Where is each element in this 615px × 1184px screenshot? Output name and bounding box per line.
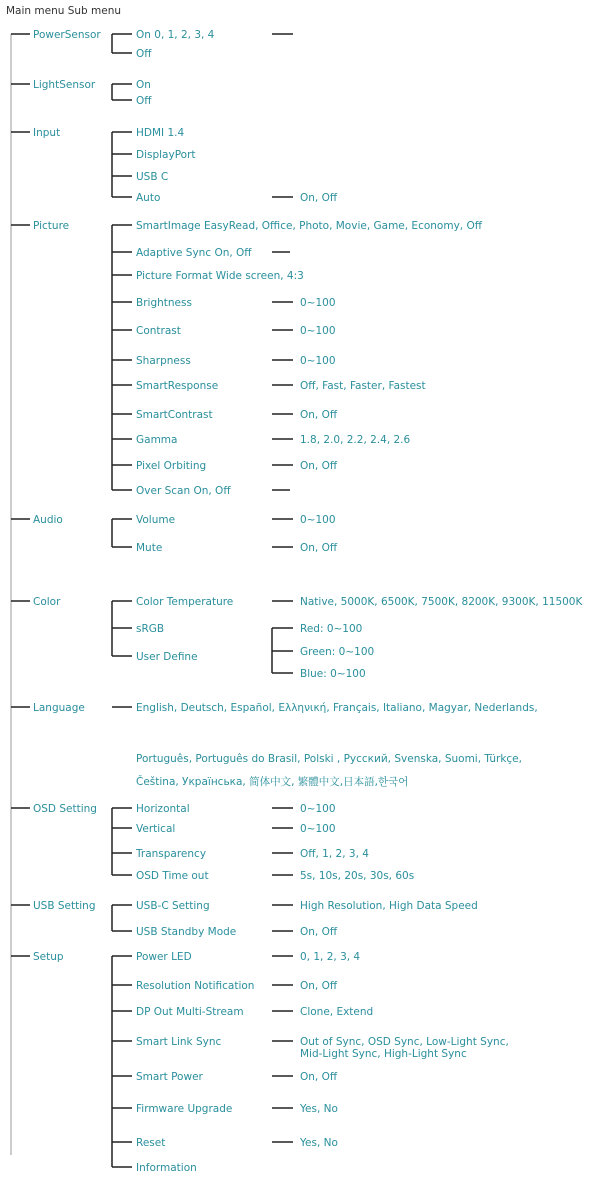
option-value: On, Off xyxy=(300,926,338,938)
sub-sub-item: Red: 0~100 xyxy=(300,623,363,635)
option-value: On, Off xyxy=(300,980,338,992)
option-value: Off, Fast, Faster, Fastest xyxy=(300,380,426,392)
sub-item: On 0, 1, 2, 3, 4 xyxy=(136,29,215,41)
sub-item: Contrast xyxy=(136,325,181,337)
sub-item: Pixel Orbiting xyxy=(136,460,207,472)
option-value: On, Off xyxy=(300,542,338,554)
sub-item: Power LED xyxy=(136,951,192,963)
option-value: Out of Sync, OSD Sync, Low-Light Sync, xyxy=(300,1036,509,1048)
sub-item: Smart Link Sync xyxy=(136,1036,222,1048)
main-menu-lightsensor: LightSensor xyxy=(33,79,96,91)
sub-item: Brightness xyxy=(136,297,192,309)
option-value: On, Off xyxy=(300,192,338,204)
main-menu-setup: Setup xyxy=(33,951,64,963)
sub-item: Mute xyxy=(136,542,163,554)
main-menu-color: Color xyxy=(33,596,61,608)
sub-item: OSD Time out xyxy=(136,870,209,882)
option-value: 0~100 xyxy=(300,803,336,815)
option-value: 0~100 xyxy=(300,325,336,337)
language-line: Português, Português do Brasil, Polski , Русский, Svenska, Suomi, Türkçe, xyxy=(136,753,522,765)
option-value: On, Off xyxy=(300,460,338,472)
sub-item: HDMI 1.4 xyxy=(136,127,185,139)
sub-item: SmartImage EasyRead, Office, Photo, Movie, Game, Economy, Off xyxy=(136,220,482,232)
sub-item: Firmware Upgrade xyxy=(136,1103,233,1115)
option-value: Off, 1, 2, 3, 4 xyxy=(300,848,369,860)
sub-item: Horizontal xyxy=(136,803,190,815)
sub-item: Picture Format Wide screen, 4:3 xyxy=(136,270,304,282)
sub-item: Reset xyxy=(136,1137,166,1149)
sub-item: sRGB xyxy=(136,623,165,635)
sub-item: USB Standby Mode xyxy=(136,926,237,938)
main-menu-usb-setting: USB Setting xyxy=(33,900,96,912)
option-value: 0~100 xyxy=(300,355,336,367)
sub-item: SmartResponse xyxy=(136,380,219,392)
main-menu-powersensor: PowerSensor xyxy=(33,29,101,41)
option-value: 0~100 xyxy=(300,514,336,526)
sub-item: DisplayPort xyxy=(136,149,196,161)
option-value: On, Off xyxy=(300,409,338,421)
option-value: Clone, Extend xyxy=(300,1006,374,1018)
option-value: Yes, No xyxy=(300,1137,338,1149)
sub-item: USB-C Setting xyxy=(136,900,210,912)
option-value: On, Off xyxy=(300,1071,338,1083)
sub-item: Over Scan On, Off xyxy=(136,485,231,497)
option-value: Native, 5000K, 6500K, 7500K, 8200K, 9300K, 11500K xyxy=(300,596,583,608)
sub-sub-item: Green: 0~100 xyxy=(300,646,375,658)
language-line: English, Deutsch, Español, Ελληνική, Français, Italiano, Magyar, Nederlands, xyxy=(136,702,538,714)
sub-item: On xyxy=(136,79,151,91)
sub-item: SmartContrast xyxy=(136,409,213,421)
sub-item: Transparency xyxy=(136,848,207,860)
main-menu-picture: Picture xyxy=(33,220,70,232)
sub-item: Smart Power xyxy=(136,1071,203,1083)
option-value: 5s, 10s, 20s, 30s, 60s xyxy=(300,870,415,882)
sub-item: Off xyxy=(136,95,152,107)
language-line: Čeština, Українська, 简体中文, 繁體中文,日本語,한국어 xyxy=(136,776,409,788)
sub-item: Vertical xyxy=(136,823,176,835)
sub-item: USB C xyxy=(136,171,169,183)
sub-item: Color Temperature xyxy=(136,596,234,608)
sub-item: Adaptive Sync On, Off xyxy=(136,247,252,259)
sub-sub-item: Blue: 0~100 xyxy=(300,668,366,680)
sub-item: Resolution Notification xyxy=(136,980,255,992)
option-value: 0~100 xyxy=(300,823,336,835)
sub-item: DP Out Multi-Stream xyxy=(136,1006,244,1018)
menu-nodes xyxy=(11,29,583,1174)
sub-item: Auto xyxy=(136,192,161,204)
diagram-header: Main menu Sub menu xyxy=(6,5,122,17)
option-value: Yes, No xyxy=(300,1103,338,1115)
option-value: High Resolution, High Data Speed xyxy=(300,900,478,912)
option-value: 0~100 xyxy=(300,297,336,309)
sub-item: Gamma xyxy=(136,434,178,446)
main-menu-language: Language xyxy=(33,702,85,714)
main-menu-input: Input xyxy=(33,127,61,139)
sub-item: Off xyxy=(136,48,152,60)
option-value: 0, 1, 2, 3, 4 xyxy=(300,951,361,963)
main-menu-osd-setting: OSD Setting xyxy=(33,803,97,815)
sub-item: Sharpness xyxy=(136,355,191,367)
option-value: Mid-Light Sync, High-Light Sync xyxy=(300,1048,467,1060)
sub-item: Information xyxy=(136,1162,197,1174)
sub-item: Volume xyxy=(136,514,176,526)
main-menu-audio: Audio xyxy=(33,514,63,526)
option-value: 1.8, 2.0, 2.2, 2.4, 2.6 xyxy=(300,434,411,446)
sub-item: User Define xyxy=(136,651,198,663)
